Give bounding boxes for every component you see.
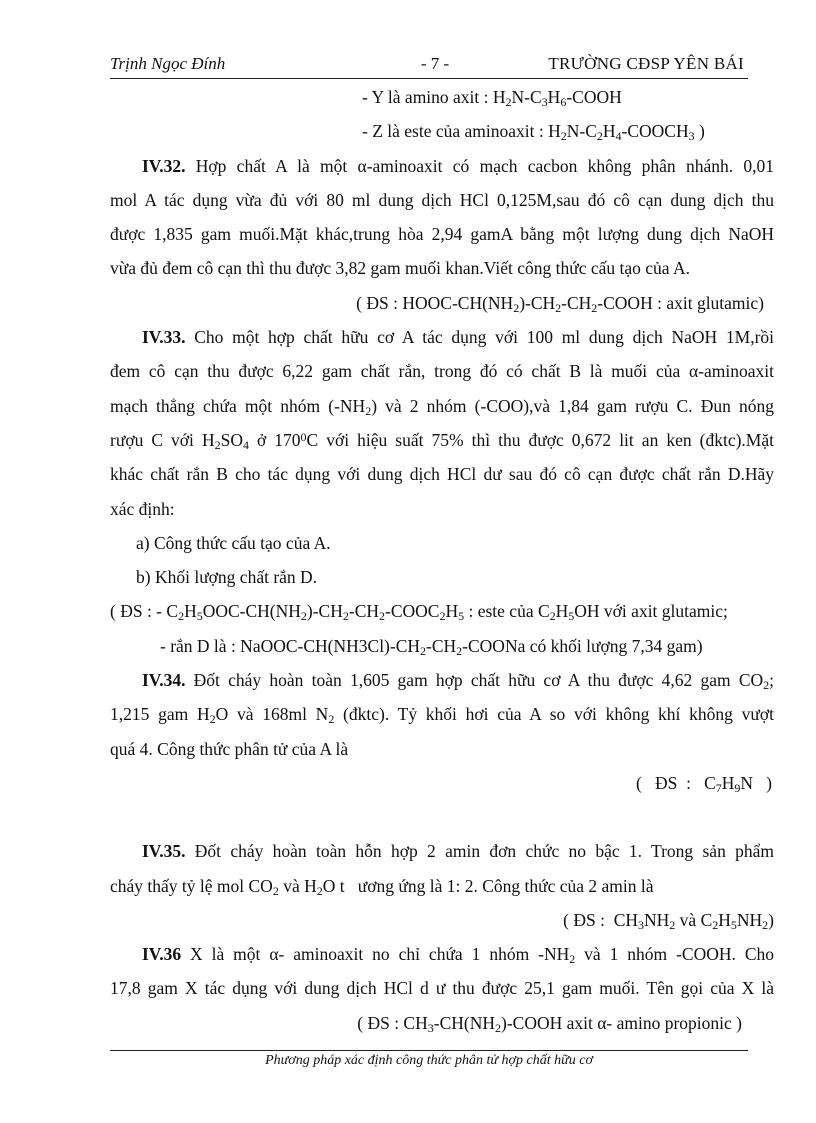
answer-z-line: - Z là este của aminoaxit : $H_2N-C_2H_4-COOCH_3$ ) [362, 121, 705, 144]
spacer [110, 800, 774, 834]
q33-line-3: mạch thẳng chứa một nhóm $(-NH_2)$ và 2 nhóm (-COO),và 1,84 gam rượu C. Đun nóng [110, 395, 774, 418]
q34-line-1: IV.34. Đốt cháy hoàn toàn 1,605 gam hợp chất hữu cơ A thu được 4,62 gam $CO_2$; [142, 670, 775, 693]
q33-part-b: b) Khối lượng chất rắn D. [136, 567, 318, 588]
q33-line-5: khác chất rắn B cho tác dụng với dung dịch HCl dư sau đó cô cạn được chất rắn D.Hãy [110, 464, 774, 485]
header-author: Trịnh Ngọc Đính [110, 54, 226, 73]
q33-answer-2: - rắn D là : NaOOC-$CH(NH3Cl)-CH_2-CH_2$-COONa có khối lượng 7,34 gam) [160, 635, 703, 658]
header-school: TRƯỜNG CĐSP YÊN BÁI [548, 54, 744, 73]
q33-line-2: đem cô cạn thu được 6,22 gam chất rắn, trong đó có chất B là muối của α-aminoaxit [110, 361, 774, 382]
q32-line-3: được 1,835 gam muối.Mặt khác,trung hòa 2,94 gamA bằng một lượng dung dịch NaOH [110, 224, 774, 245]
page-footer: Phương pháp xác định công thức phân tử hợp chất hữu cơ [265, 1053, 593, 1068]
q33-line-1: IV.33. Cho một hợp chất hữu cơ A tác dụng với 100 ml dung dịch NaOH 1M,rồi [142, 327, 775, 348]
q32-answer: ( ĐS : HOOC-$CH(NH_2)-CH_2-CH_2$-COOH : axit glutamic) [356, 292, 764, 315]
footer-rule [110, 1050, 748, 1051]
q32-line-4: vừa đủ đem cô cạn thì thu được 3,82 gam muối khan.Viết công thức cấu tạo của A. [110, 258, 690, 279]
q32-line-2: mol A tác dụng vừa đủ với 80 ml dung dịch HCl 0,125M,sau đó cô cạn dung dịch thu [110, 189, 774, 210]
q35-answer: ( ĐS : $CH_3NH_2$ và $C_2H_5NH_2$) [563, 909, 774, 932]
q34-label: IV.34. [142, 670, 186, 691]
q32-label: IV.32. [142, 155, 186, 176]
page-header [110, 52, 750, 78]
document-body [110, 80, 774, 1040]
q33-line-6: xác định: [110, 498, 175, 519]
header-rule [110, 78, 748, 79]
q35-line-1: IV.35. Đốt cháy hoàn toàn hỗn hợp 2 amin đơn chức no bậc 1. Trong sản phẩm [142, 841, 775, 862]
q36-line-1: IV.36 X là một α- aminoaxit no chỉ chứa 1 nhóm $-NH_2$ và 1 nhóm -COOH. Cho [142, 944, 774, 967]
q33-part-a: a) Công thức cấu tạo của A. [136, 532, 331, 553]
q34-line-3: quá 4. Công thức phân tử của A là [110, 738, 349, 759]
answer-y-line: - Y là amino axit : $H_2N-C_3H_6$-COOH [362, 87, 622, 109]
q36-answer: ( ĐS : $CH_3-CH(NH_2)$-COOH axit α- amino propionic ) [357, 1012, 742, 1035]
q32-line-1: IV.32. Hợp chất A là một α-aminoaxit có mạch cacbon không phân nhánh. 0,01 [142, 155, 774, 176]
q33-answer-1: ( ĐS : - $C_2H_5OOC-CH(NH_2)-CH_2-CH_2-COOC_2H_5$ : este của $C_2H_5OH$ với axit glutamic; [110, 601, 728, 624]
q33-label: IV.33. [142, 327, 186, 348]
q36-label: IV.36 [142, 944, 182, 965]
q35-label: IV.35. [142, 841, 186, 862]
q33-line-4: rượu C với $H_2SO_4$ ở $170^0C$ với hiệu suất 75% thì thu được 0,672 lit an ken (đktc).Mặt [110, 429, 774, 452]
header-page-number: - 7 - [420, 54, 450, 73]
q34-answer: ( ĐS : $C_7H_9N$ ) [636, 772, 772, 795]
q35-line-2: cháy thấy tỷ lệ mol $CO_2$ và $H_2O$ t ương ứng là 1: 2. Công thức của 2 amin là [110, 875, 654, 898]
q36-line-2: 17,8 gam X tác dụng với dung dịch HCl d ư thu được 25,1 gam muối. Tên gọi của X là [110, 978, 774, 999]
q34-line-2: 1,215 gam $H_2O$ và 168ml $N_2$ (đktc). Tỷ khối hơi của A so với không khí không vượt [110, 704, 774, 727]
